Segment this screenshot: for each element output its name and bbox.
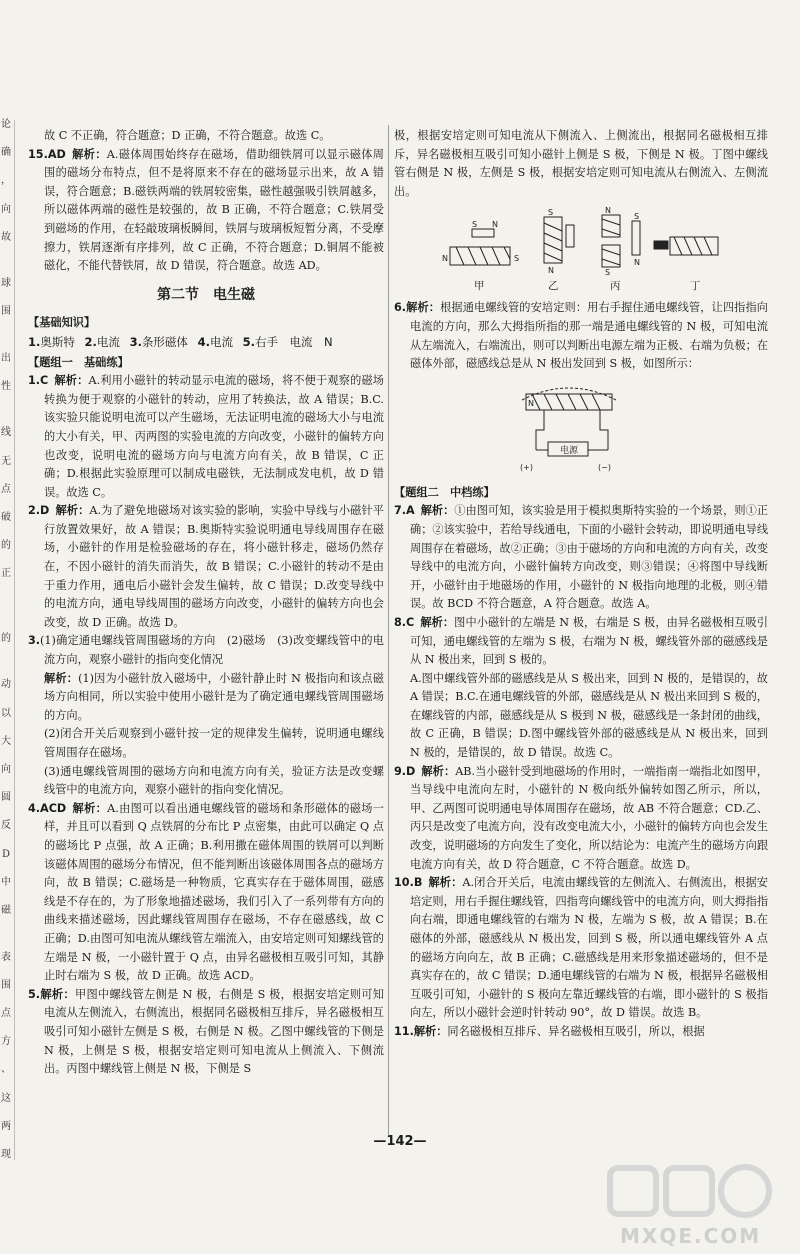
edge-char: 线 (1, 427, 11, 439)
section-title: 第二节 电生磁 (157, 286, 255, 303)
edge-char: 围 (1, 979, 11, 991)
edge-char: 向 (1, 764, 11, 776)
analysis-label: 解析： (421, 764, 456, 778)
basic-item-number: 4. (197, 334, 210, 349)
analysis-label: 解析： (413, 1024, 448, 1038)
answer-number: 10.B (394, 876, 423, 890)
answer-text: 甲图中螺线管左侧是 N 极，右侧是 S 极，根据安培定则可知电流从左侧流入，右侧流出，根据同名磁极相互排斥，异名磁极相互吸引可知小磁针左侧是 S 极，右侧是 N 极。乙图中螺线管的下侧是 N 极，上侧是 S 极，根据安培定则可知电流从上侧流入、下侧流出。丙图中螺线管上侧是 N 极，下侧是 S (44, 987, 384, 1076)
paragraph: 故 C 不正确，符合题意；D 正确，不符合题意。故选 C。 (44, 129, 331, 142)
edge-char: 点 (1, 1007, 11, 1019)
edge-char: 方 (1, 1036, 11, 1048)
edge-char: 球 (1, 278, 11, 290)
analysis-label: 解析： (420, 615, 455, 629)
answer-text: A.为了避免地磁场对该实验的影响，实验中导线与小磁针平行放置效果好，故 A 错误；B.奥斯特实验说明通电导线周围存在磁场，小磁针的作用是检验磁场的存在，将小磁针移走，磁场仍然存在，不因小磁针的消失而消失，故 B 错误；C.小磁针的转动不是由于重力作用，通电后小磁针会发生偏转，故 C 错误；D.改变导线中的电流方向，通电导线周围的磁场方向改变，小磁针的偏转方向也会改变，故 D 正确。故选 D。 (44, 504, 384, 629)
watermark-icon (600, 1160, 790, 1230)
answer-number: 15.AD (28, 147, 66, 161)
svg-text:N: N (605, 207, 611, 216)
edge-char: 的 (1, 540, 11, 552)
svg-text:S: S (514, 254, 520, 264)
answer-4 (28, 800, 384, 986)
answer-3-analysis (28, 670, 384, 726)
answer-number: 1.C (28, 374, 49, 388)
answer-number: 7.A (394, 504, 415, 518)
edge-char: 出 (1, 352, 11, 364)
answer-3-analysis-2: (2)闭合开关后观察到小磁针按一定的规律发生偏转，说明通电螺线管周围存在磁场。 (44, 727, 384, 759)
answer-text: 根据通电螺线管的安培定则：用右手握住通电螺线管，让四指指向电流的方向，那么大拇指所指的那一端是通电螺线管的 N 极，可知电流从左端流入，右端流出，则可以判断出电源左端为正极、右端为负极；在磁体外部，磁感线总是从 N 极出发回到 S 极，如图所示： (410, 301, 769, 371)
answer-9 (394, 763, 768, 875)
edge-char: 故 (1, 231, 11, 243)
answer-8 (394, 614, 768, 670)
answer-number: 11. (394, 1024, 414, 1038)
answer-text: 同名磁极相互排斥、异名磁极相互吸引，所以，根据 (447, 1024, 705, 1038)
edge-char: 磁 (1, 905, 11, 917)
edge-char: 点 (1, 483, 11, 495)
edge-char: ， (1, 175, 11, 187)
edge-char: 正 (1, 568, 11, 580)
caption-jia: 甲 (474, 280, 485, 293)
edge-char: 现 (1, 1148, 11, 1160)
answer-text: (1)确定通电螺线管周围磁场的方向 (2)磁场 (3)改变螺线管中的电流方向，观察小磁针的指向变化情况 (40, 634, 384, 667)
svg-text:S: S (634, 212, 640, 222)
svg-text:S: S (472, 220, 478, 230)
basic-item-answer: 条形磁体 (141, 334, 188, 349)
caption-yi: 乙 (548, 280, 559, 293)
left-column (28, 127, 384, 1079)
caption-bing: 丙 (610, 280, 621, 293)
answer-number: 4.ACD (28, 801, 67, 815)
edge-char: 两 (1, 1120, 11, 1132)
edge-char: 破 (1, 512, 11, 524)
answer-2 (28, 502, 384, 632)
column-divider (388, 125, 389, 1135)
paragraph: 极，根据安培定则可知电流从下侧流入、上侧流出，根据同名磁极相互排斥，异名磁极相互吸引可知小磁针上侧是 S 极，下侧是 N 极。丁图中螺线管右侧是 N 极，左侧是 S 极，根据安培定则可知电流从右侧流入、左侧流出。 (394, 129, 768, 198)
edge-char: 表 (1, 951, 11, 963)
answer-number: 9.D (394, 764, 416, 778)
analysis-label: 解析： (71, 147, 107, 161)
edge-char: 动 (1, 679, 11, 691)
answer-text: ①由图可知，该实验是用于模拟奥斯特实验的一个场景，则①正确；②该实验中，若给导线通电，下面的小磁针会转动，即说明通电导线周围存在着磁场，故②正确；③由于磁场的方向和电流的方向有关，改变导线中的电流方向，小磁针偏转方向改变，则③错误；④将图中导线断开，小磁针由于地磁场的作用，小磁针的 N 极指向地理的北极，则④错误。故 BCD 不符合题意，A 符合题意。故选 A。 (410, 504, 769, 611)
answer-text: A.由图可以看出通电螺线管的磁场和条形磁体的磁场一样，并且可以看到 Q 点铁屑的分布比 P 点密集，由此可以确定 Q 点的磁场比 P 点强，故 A 正确；B.利用撒在磁体周围的铁屑可以判断该磁体周围的磁场分布情况，但不能判断出该磁体周围各点的磁场方向，故 B 错误；C.磁场是一种物质，它真实存在于磁体周围，磁感线是不存在的，为了形象地描述磁场，我们引入了一系列带有方向的曲线来描述磁场，因此螺线管周围存在磁场，不存在磁感线，故 C 正确；D.由图可知电流从螺线管左端流入，由安培定则可知螺线管的左端是 N 极，一小磁针置于 Q 点，由异名磁极相互吸引可知，其静止时右端为 S 极，故 D 正确。故选 ACD。 (44, 801, 384, 983)
answer-text: A.闭合开关后，电流由螺线管的左侧流入、右侧流出，根据安培定则，用右手握住螺线管，四指弯向螺线管中的电流方向，则大拇指指向右端，即通电螺线管的右端为 N 极，左端为 S 极，故 A 错误；B.在磁体的外部，磁感线从 N 极出发，回到 S 极，所以通电螺线管外 A 点的磁场方向向左，故 B 正确；C.磁感线是用来形象描述磁场的，但不是真实存在的，故 C 错误；D.通电螺线管的右端为 N 极，根据异名磁极相互吸引可知，小磁针的 S 极向左靠近螺线管的右端，即小磁针的 S 极指向左，所以小磁针会逆时针转动 90°，故 D 错误。故选 B。 (410, 876, 769, 1020)
answer-number: 2.D (28, 504, 50, 518)
svg-text:S: S (605, 268, 611, 278)
edge-char: 、 (1, 1064, 11, 1076)
group-one-heading: 【题组一 基础练】 (28, 355, 129, 369)
answer-1 (28, 372, 384, 502)
edge-char: 中 (1, 876, 11, 888)
edge-char: 圆 (1, 792, 11, 804)
edge-char: 围 (1, 306, 11, 318)
analysis-label: 解析： (54, 374, 89, 388)
edge-char: 反 (1, 820, 11, 832)
basic-item-answer: 奥斯特 (40, 334, 75, 349)
answer-number: 5. (28, 987, 41, 1001)
circuit-power-label: 电源 (560, 445, 579, 456)
basic-knowledge-heading: 【基础知识】 (28, 316, 96, 330)
edge-char: 以 (1, 707, 11, 719)
watermark-logo (600, 1160, 790, 1250)
answer-number: 3. (28, 634, 41, 648)
answer-text: A.磁体周围始终存在磁场，借助细铁屑可以显示磁体周围的磁场分布特点，但不是将原来不存在的磁场显示出来，故 A 错误，符合题意；B.磁铁两端的铁屑较密集，磁性越强吸引铁屑越多，所以磁体两端的磁性是较强的，故 B 正确，不符合题意；C.铁屑受到磁场的作用，在轻敲玻璃板瞬间，铁屑与玻璃板短暂分离，不受摩擦力，铁屑逐渐有序排列，故 C 正确，不符合题意；D.铜屑不能被磁化，不能代替铁屑，故 D 错误，符合题意。故选 AD。 (44, 147, 384, 273)
edge-char: 论 (1, 119, 11, 130)
answer-text: 图中小磁针的左端是 N 极，右端是 S 极，由异名磁极相互吸引可知，通电螺线管的左端为 S 极，右端为 N 极，螺线管外部的磁感线是从 N 极出来，回到 S 极的。 (410, 615, 768, 667)
caption-ding: 丁 (690, 280, 701, 293)
edge-char: 大 (1, 735, 11, 747)
circuit-minus-label: (−) (598, 462, 611, 472)
answer-3-analysis-3: (3)通电螺线管周围的磁场方向和电流方向有关，验证方法是改变螺线管中的电流方向，观察小磁针的指向变化情况。 (44, 764, 384, 797)
basic-item-number: 5. (242, 334, 255, 349)
edge-char: 性 (1, 381, 11, 393)
svg-text:N: N (528, 398, 534, 408)
svg-text:N: N (634, 258, 640, 268)
analysis-label: 解析： (72, 801, 108, 815)
edge-char: 确 (1, 147, 11, 159)
basic-item-number: 1. (28, 334, 41, 349)
solenoid-figure (432, 207, 768, 293)
watermark-text: MXQE.COM (620, 1224, 762, 1248)
answer-number: 8.C (394, 615, 415, 629)
svg-text:N: N (492, 220, 498, 230)
left-edge-text (0, 120, 15, 1160)
svg-text:S: S (548, 208, 554, 218)
analysis-label: 解析： (55, 504, 90, 518)
group-two-heading: 【题组二 中档练】 (394, 485, 495, 499)
circuit-plus-label: (+) (520, 462, 533, 472)
analysis-label: 解析： (40, 987, 75, 1001)
answer-text: AB.当小磁针受到地磁场的作用时，一端指南一端指北如图甲，当导线中电流向左时，小磁针的 N 极向纸外偏转如图乙所示，所以，甲、乙两图可说明通电导体周围存在磁场，故 AB 不符合题意；CD.乙、丙只是改变了电流方向，没有改变电流大小，小磁针的偏转方向也会发生改变，说明磁场的方向发生了变化，所以结论为：电流产生的磁场方向跟电流方向有关，故 D 符合题意，C 不符合题意。故选 D。 (410, 764, 769, 871)
basic-item-answer: 右手 电流 N (255, 334, 333, 349)
answer-7 (394, 502, 768, 614)
answer-8-detail: A.图中螺线管外部的磁感线是从 S 极出来，回到 N 极的，是错误的，故 A 错误；B.C.在通电螺线管的外部，磁感线是从 N 极出来回到 S 极的，在螺线管的内部，磁感线是从 S 极到 N 极，磁感线是一条封闭的曲线，故 C 正确，B 错误；D.图中螺线管外部的磁感线是从 N 极出来，回到 N 极的，是错误的，故 D 错误。故选 C。 (410, 671, 768, 760)
answer-3 (28, 632, 384, 669)
edge-char: D (1, 848, 11, 860)
basic-item-answer: 电流 (209, 334, 233, 349)
solenoid-diagram (432, 207, 722, 279)
edge-char: 这 (1, 1092, 11, 1104)
basic-item-answer: 电流 (96, 334, 120, 349)
edge-char: 的 (1, 633, 11, 645)
answer-text: A.利用小磁针的转动显示电流的磁场，将不便于观察的磁场转换为便于观察的小磁针的转动，应用了转换法，故 A 错误；B.C.该实验只能说明电流可以产生磁场，无法证明电流的磁场大小与电流的大小有关，甲、丙两图的实验电流的方向改变，小磁针的偏转方向也改变，说明电流的磁场方向与电流方向有关，故 B 错误，C 正确；D.根据此实验原理可以制成电磁铁，无法制成发电机，故 D 错误。故选 C。 (44, 374, 384, 499)
answer-11 (394, 1023, 768, 1042)
svg-text:N: N (442, 254, 448, 264)
edge-char: 无 (1, 455, 11, 467)
answer-5 (28, 986, 384, 1079)
analysis-label: 解析： (428, 876, 463, 890)
page-number: —142— (373, 1134, 427, 1149)
basic-item-number: 2. (84, 334, 97, 349)
circuit-figure (514, 378, 768, 478)
analysis-label: 解析： (406, 301, 441, 315)
answer-10 (394, 874, 768, 1023)
right-column (394, 127, 768, 1042)
analysis-text: (1)因为小磁针放入磁场中，小磁针静止时 N 极指向和该点磁场方向相同，所以实验中使用小磁针是为了确定通电螺线管周围磁场的方向。 (44, 671, 384, 722)
svg-text:N: N (548, 266, 554, 276)
basic-item-number: 3. (129, 334, 142, 349)
analysis-label: 解析： (44, 671, 79, 685)
analysis-label: 解析： (420, 504, 455, 518)
edge-char: 向 (1, 203, 11, 215)
answer-number: 6. (394, 301, 407, 315)
basic-knowledge-answers (28, 333, 384, 352)
circuit-diagram (514, 378, 624, 474)
answer-6 (394, 299, 768, 373)
answer-15 (28, 146, 384, 276)
